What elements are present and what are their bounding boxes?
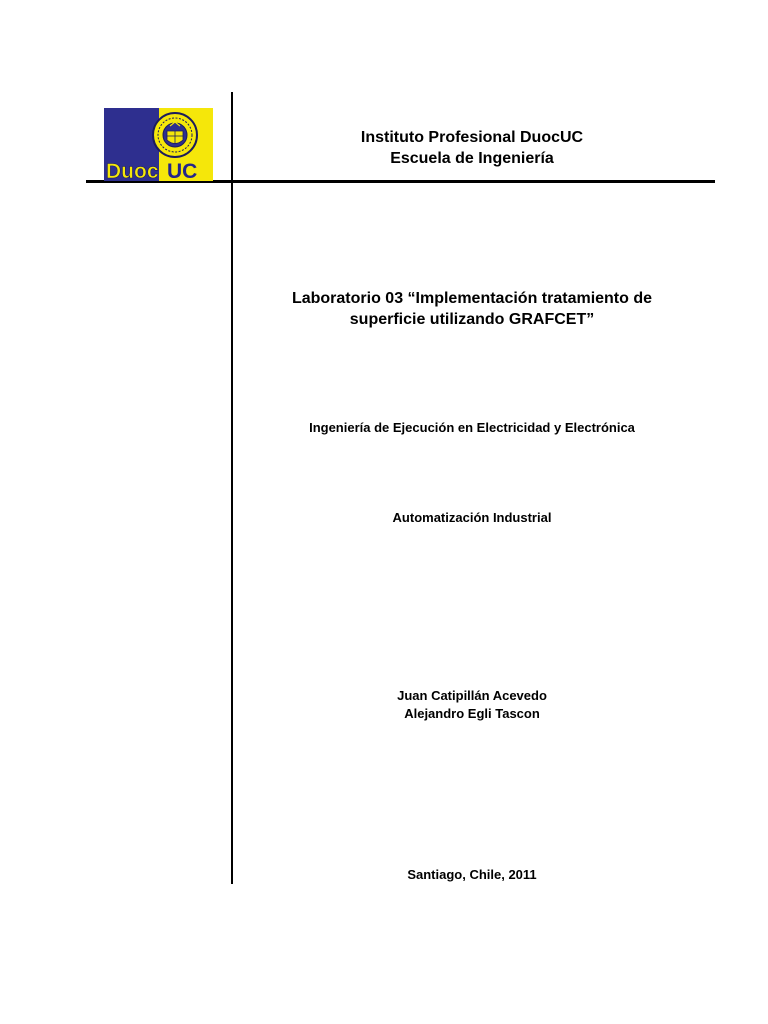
vertical-rule (231, 92, 233, 884)
author-2: Alejandro Egli Tascon (404, 706, 540, 721)
course-name: Automatización Industrial (392, 510, 552, 525)
title-line-2: superficie utilizando GRAFCET” (349, 311, 595, 328)
place-date: Santiago, Chile, 2011 (407, 867, 537, 882)
degree-program: Ingeniería de Ejecución en Electricidad y Electrónica (309, 420, 635, 435)
school-name: Escuela de Ingeniería (390, 150, 554, 167)
duocuc-logo-graphic (104, 108, 213, 181)
author-1: Juan Catipillán Acevedo (397, 688, 547, 703)
institution-heading (236, 127, 708, 169)
title-line-1: Laboratorio 03 “Implementación tratamiento de (291, 290, 653, 307)
seal-icon (153, 113, 197, 157)
duocuc-logo (104, 108, 213, 181)
logo-wordmark-uc: UC (167, 160, 198, 181)
authors (236, 687, 708, 723)
institution-name: Instituto Profesional DuocUC (360, 129, 584, 146)
document-title (236, 288, 708, 330)
logo-wordmark-duoc: Duoc (106, 160, 159, 181)
